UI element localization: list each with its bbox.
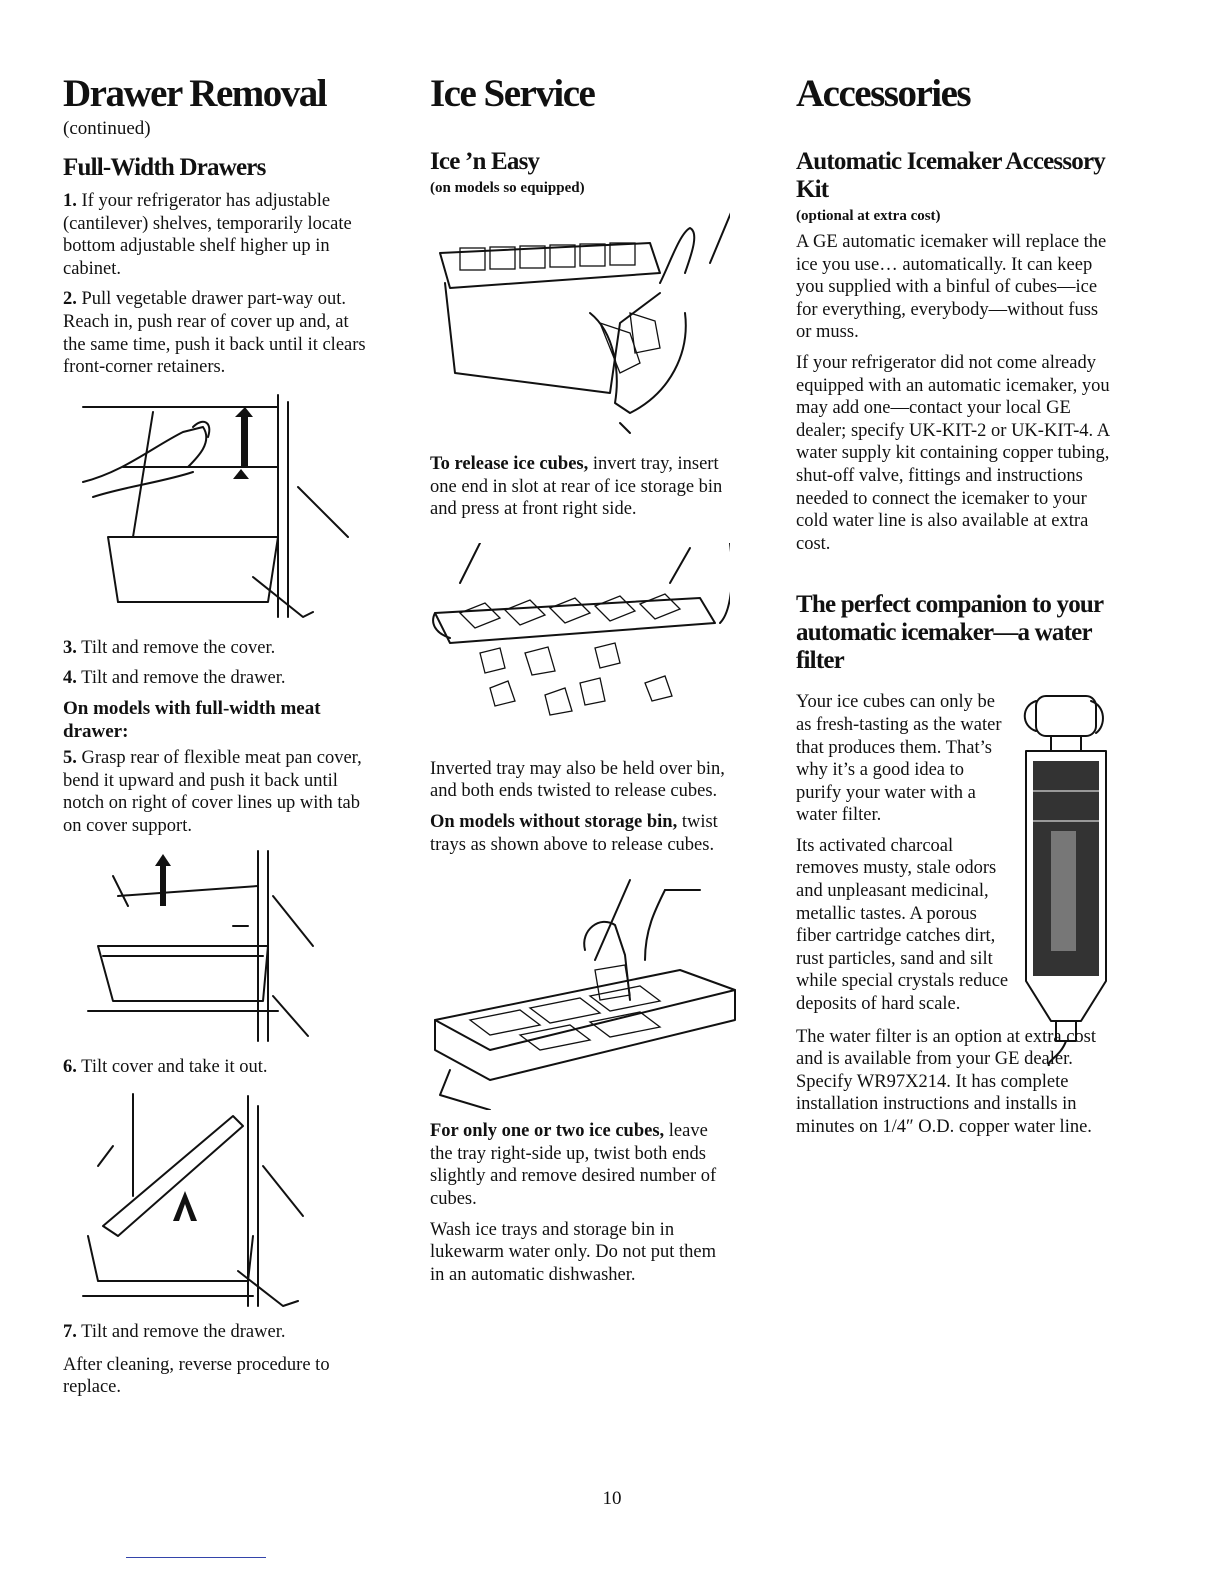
release-text: invert tray, insert one end in slot at rear of ice storage bin and press at front right side.: [430, 454, 723, 520]
step-6-text: Tilt cover and take it out.: [76, 1056, 268, 1077]
step-7-number: 7.: [63, 1322, 77, 1343]
step-3-text: Tilt and remove the cover.: [76, 637, 276, 658]
meat-drawer-heading: On models with full-width meat drawer:: [63, 697, 321, 742]
step-1-text: If your refrigerator has adjustable (cantilever) shelves, temporarily locate bottom adjustable shelf higher up in cabinet.: [63, 191, 352, 279]
kit-paragraph-1: A GE automatic icemaker will replace the ice you use… automatically. It can keep you supplied with a binful of cubes—ice for everything, everybody—without fuss or muss.: [796, 232, 1107, 343]
release-lead: To release ice cubes,: [430, 454, 589, 474]
drawer-removal-column: [63, 70, 368, 1407]
step-7-text: Tilt and remove the drawer.: [76, 1322, 286, 1343]
full-width-drawers-heading: Full-Width Drawers: [63, 154, 266, 181]
one-two-cubes-lead: For only one or two ice cubes,: [430, 1121, 665, 1142]
continued-label: (continued): [63, 118, 151, 139]
step-1-number: 1.: [63, 191, 77, 211]
footer-line: [126, 1557, 266, 1558]
meat-pan-cover-illustration: [63, 846, 368, 1046]
closing-instruction: After cleaning, reverse procedure to replace.: [63, 1354, 330, 1398]
step-6: [63, 1056, 368, 1079]
step-4-text: Tilt and remove the drawer.: [76, 668, 286, 689]
page-number: 10: [602, 1488, 622, 1509]
accessories-column: [796, 70, 1116, 1147]
drawer-removal-title: Drawer Removal: [63, 72, 327, 115]
release-instruction: [430, 453, 730, 521]
without-bin-lead: On models without storage bin,: [430, 811, 678, 832]
drawer-cover-illustration: [63, 387, 368, 627]
step-4-number: 4.: [63, 668, 77, 689]
step-4: [63, 667, 368, 690]
step-3: [63, 637, 368, 660]
step-5: [63, 747, 368, 837]
single-cube-illustration: [430, 870, 730, 1110]
step-5-text: Grasp rear of flexible meat pan cover, bend it upward and push it back until notch on right of cover lines up with tab on cover support.: [63, 748, 362, 836]
optional-cost-note: (optional at extra cost): [796, 208, 941, 224]
water-filter-section: [796, 691, 1116, 1138]
step-2-text: Pull vegetable drawer part-way out. Reach in, push rear of cover up and, at the same time, push it back until it clears front-corner retainers.: [63, 289, 366, 378]
filter-paragraph-1: Your ice cubes can only be as fresh-tasting as the water that produces them. That’s why it’s a good idea to purify your water with a water filter.: [796, 692, 1002, 826]
one-two-cubes-text: leave the tray right-side up, twist both ends slightly and remove desired number of cubes.: [430, 1121, 717, 1209]
ice-service-title: Ice Service: [430, 72, 595, 115]
ice-storage-bin-illustration: [430, 203, 730, 443]
step-2: [63, 288, 368, 378]
step-6-number: 6.: [63, 1056, 77, 1077]
inverted-tray-text: Inverted tray may also be held over bin, and both ends twisted to release cubes.: [430, 758, 725, 802]
filter-paragraph-3: The water filter is an option at extra cost and is available from your GE dealer. Specify WR97X214. It has complete installation instructions and installs in minutes on 1/4″ O.D. copper water line.: [796, 1026, 1097, 1137]
ice-service-column: [430, 70, 730, 1294]
icemaker-kit-heading: Automatic Icemaker Accessory Kit: [796, 148, 1105, 203]
step-1: [63, 190, 368, 280]
water-filter-heading: The perfect companion to your automatic icemaker—a water filter: [796, 591, 1103, 675]
water-filter-illustration: [1021, 691, 1116, 1071]
one-two-cubes-instruction: [430, 1120, 730, 1210]
step-3-number: 3.: [63, 637, 77, 658]
cover-tilt-illustration: [63, 1086, 368, 1311]
step-7: [63, 1321, 368, 1344]
step-5-number: 5.: [63, 748, 77, 769]
accessories-title: Accessories: [796, 72, 971, 115]
filter-paragraph-2: Its activated charcoal removes musty, stale odors and unpleasant medicinal, metallic tastes. A porous fiber cartridge catches dirt, rust particles, sand and silt while special crystals reduce deposits of hard scale.: [796, 835, 1009, 1015]
models-equipped-note: (on models so equipped): [430, 180, 585, 196]
twisted-tray-illustration: [430, 543, 730, 748]
wash-instruction: Wash ice trays and storage bin in lukewarm water only. Do not put them in an automatic dishwasher.: [430, 1219, 717, 1285]
without-bin-text: twist trays as shown above to release cubes.: [430, 811, 718, 855]
ice-n-easy-heading: Ice ’n Easy: [430, 148, 540, 175]
step-2-number: 2.: [63, 289, 77, 310]
without-bin-instruction: [430, 811, 730, 856]
kit-paragraph-2: If your refrigerator did not come already equipped with an automatic icemaker, you may add one—contact your local GE dealer; specify UK-KIT-2 or UK-KIT-4. A water supply kit containing copper tubing, shut-off valve, fittings and instructions needed to connect the icemaker to your cold water line is also available at extra cost.: [796, 352, 1110, 554]
